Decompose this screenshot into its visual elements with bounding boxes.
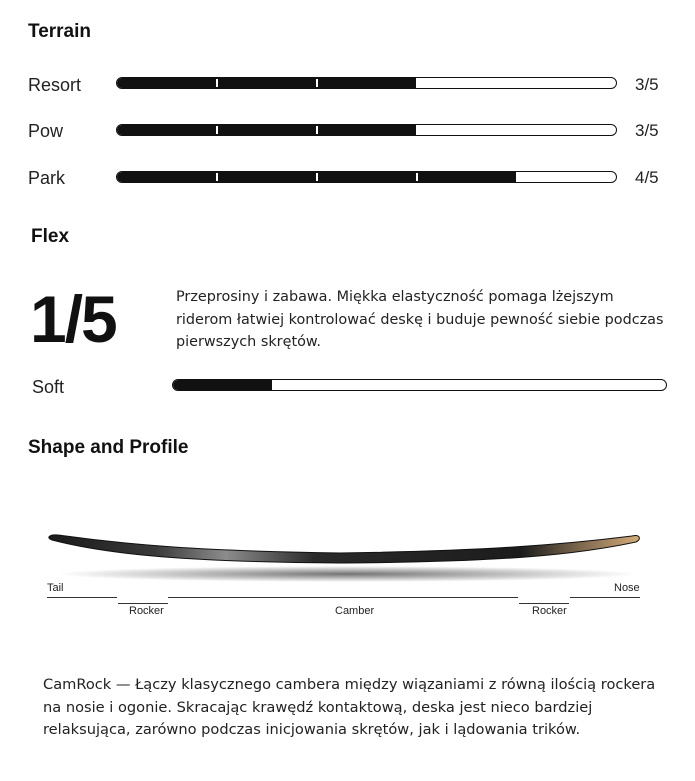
- profile-line-rocker-left: [118, 603, 168, 604]
- terrain-score-resort: 3/5: [635, 75, 659, 94]
- board-shadow: [57, 566, 637, 582]
- flex-bar-label: Soft: [32, 377, 65, 397]
- resort-rating-fill: [117, 78, 416, 88]
- bar-tick: [216, 173, 218, 181]
- shape-title: Shape and Profile: [28, 437, 189, 458]
- pow-rating-bar: [116, 124, 617, 136]
- terrain-title: Terrain: [28, 21, 92, 42]
- flex-description: Przeprosiny i zabawa. Miękka elastyczność pomaga lżejszym riderom łatwiej kontrolować deskę i buduje pewność siebie podczas pierwszych skrętów.: [176, 289, 664, 350]
- terrain-label-resort: Resort: [28, 75, 82, 95]
- profile-label-camber: Camber: [335, 605, 375, 617]
- profile-line-rocker-right: [519, 603, 569, 604]
- bar-tick: [416, 173, 418, 181]
- snowboard-shape: [49, 535, 639, 563]
- profile-label-rocker-right: Rocker: [532, 605, 567, 617]
- terrain-label-pow: Pow: [28, 121, 64, 141]
- profile-label-rocker-left: Rocker: [129, 605, 164, 617]
- flex-title: Flex: [31, 226, 70, 247]
- bar-tick: [216, 126, 218, 134]
- terrain-label-park: Park: [28, 168, 66, 188]
- profile-line-tail: [47, 597, 117, 598]
- bar-tick: [316, 79, 318, 87]
- profile-line-camber: [168, 597, 518, 598]
- terrain-score-pow: 3/5: [635, 121, 659, 140]
- pow-rating-fill: [117, 125, 416, 135]
- snowboard-profile-illustration: [40, 525, 655, 590]
- profile-description: CamRock — Łączy klasycznego cambera między wiązaniami z równą ilością rockera na nosie i ogonie. Skracając krawędź kontaktową, deska jest nieco bardziej relaksująca, zarówno podczas inicjowania skrętów, jak i lądowania trików.: [43, 676, 656, 738]
- terrain-score-park: 4/5: [635, 168, 659, 187]
- profile-label-nose: Nose: [614, 582, 640, 594]
- profile-label-tail: Tail: [47, 582, 64, 594]
- park-rating-bar: [116, 171, 617, 183]
- bar-tick: [316, 126, 318, 134]
- flex-rating: 1/5: [30, 282, 116, 356]
- resort-rating-bar: [116, 77, 617, 89]
- bar-tick: [216, 79, 218, 87]
- profile-line-nose: [570, 597, 640, 598]
- flex-rating-fill: [173, 380, 272, 390]
- bar-tick: [316, 173, 318, 181]
- flex-rating-bar: [172, 379, 667, 391]
